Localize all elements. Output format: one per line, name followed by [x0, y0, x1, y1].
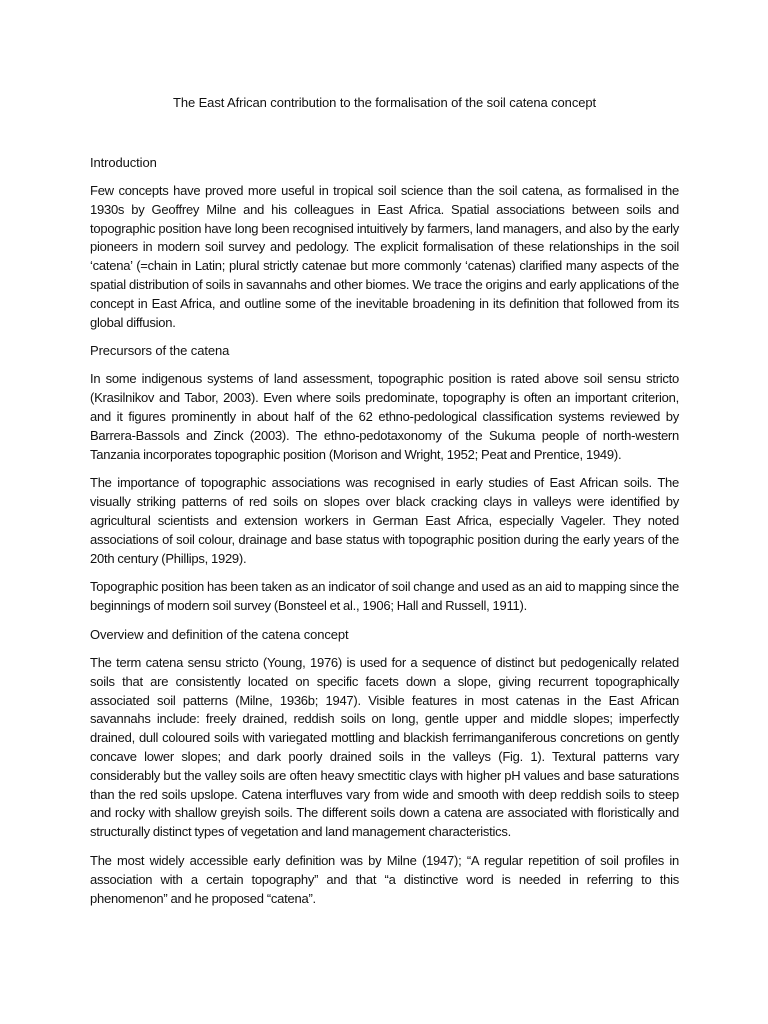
section-heading-introduction: Introduction: [90, 155, 157, 170]
paragraph: The term catena sensu stricto (Young, 1976) is used for a sequence of distinct but pedogenically related soils that are consistently located on specific facets down a slope, giving recurrent topographically associated soil patterns (Milne, 1936b; 1947). Visible features in most catenas in the East African savannahs include: freely drained, reddish soils on long, gentle upper and middle slopes; imperfectly drained, dull coloured soils with variegated mottling and blackish ferrimanganiferous concretions on gently concave lower slopes; and dark poorly drained soils in the valleys (Fig. 1). Textural patterns vary considerably but the valley soils are often heavy smectitic clays with higher pH values and base saturations than the red soils upslope. Catena interfluves vary from wide and smooth with deep reddish soils to steep and rocky with shallow greyish soils. The different soils down a catena are associated with floristically and structurally distinct types of vegetation and land management characteristics.: [90, 654, 679, 840]
paragraph: In some indigenous systems of land assessment, topographic position is rated above soil sensu stricto (Krasilnikov and Tabor, 2003). Even where soils predominate, topography is often an important criterion, and it figures prominently in about half of the 62 ethno-pedological classification systems reviewed by Barrera-Bassols and Zinck (2003). The ethno-pedotaxonomy of the Sukuma people of north-western Tanzania incorporates topographic position (Morison and Wright, 1952; Peat and Prentice, 1949).: [90, 371, 679, 462]
section-heading-overview: Overview and definition of the catena concept: [90, 626, 349, 642]
paragraph: Topographic position has been taken as an indicator of soil change and used as an aid to mapping since the beginnings of modern soil survey (Bonsteel et al., 1906; Hall and Russell, 1911).: [90, 579, 679, 614]
paragraph: Few concepts have proved more useful in tropical soil science than the soil catena, as formalised in the 1930s by Geoffrey Milne and his colleagues in East Africa. Spatial associations between soils and topographic position have long been recognised intuitively by farmers, land managers, and also by the early pioneers in modern soil survey and pedology. The explicit formalisation of these relationships in the soil ‘catena’ (=chain in Latin; plural strictly catenae but more commonly ‘catenas) clarified many aspects of the spatial distribution of soils in savannahs and other biomes. We trace the origins and early applications of the concept in East Africa, and outline some of the inevitable broadening in its definition that followed from its global diffusion.: [90, 183, 679, 330]
document-page: [90, 94, 679, 918]
document-title: The East African contribution to the formalisation of the soil catena concept: [173, 95, 596, 110]
paragraph: The most widely accessible early definition was by Milne (1947); “A regular repetition of soil profiles in association with a certain topography” and that “a distinctive word is needed in referring to this phenomenon” and he proposed “catena”.: [90, 852, 679, 906]
paragraph: The importance of topographic associations was recognised in early studies of East African soils. The visually striking patterns of red soils on slopes over black cracking clays in valleys were identified by agricultural scientists and extension workers in German East Africa, especially Vageler. They noted associations of soil colour, drainage and base status with topographic position during the early years of the 20th century (Phillips, 1929).: [90, 475, 679, 566]
section-heading-precursors: Precursors of the catena: [90, 343, 230, 359]
